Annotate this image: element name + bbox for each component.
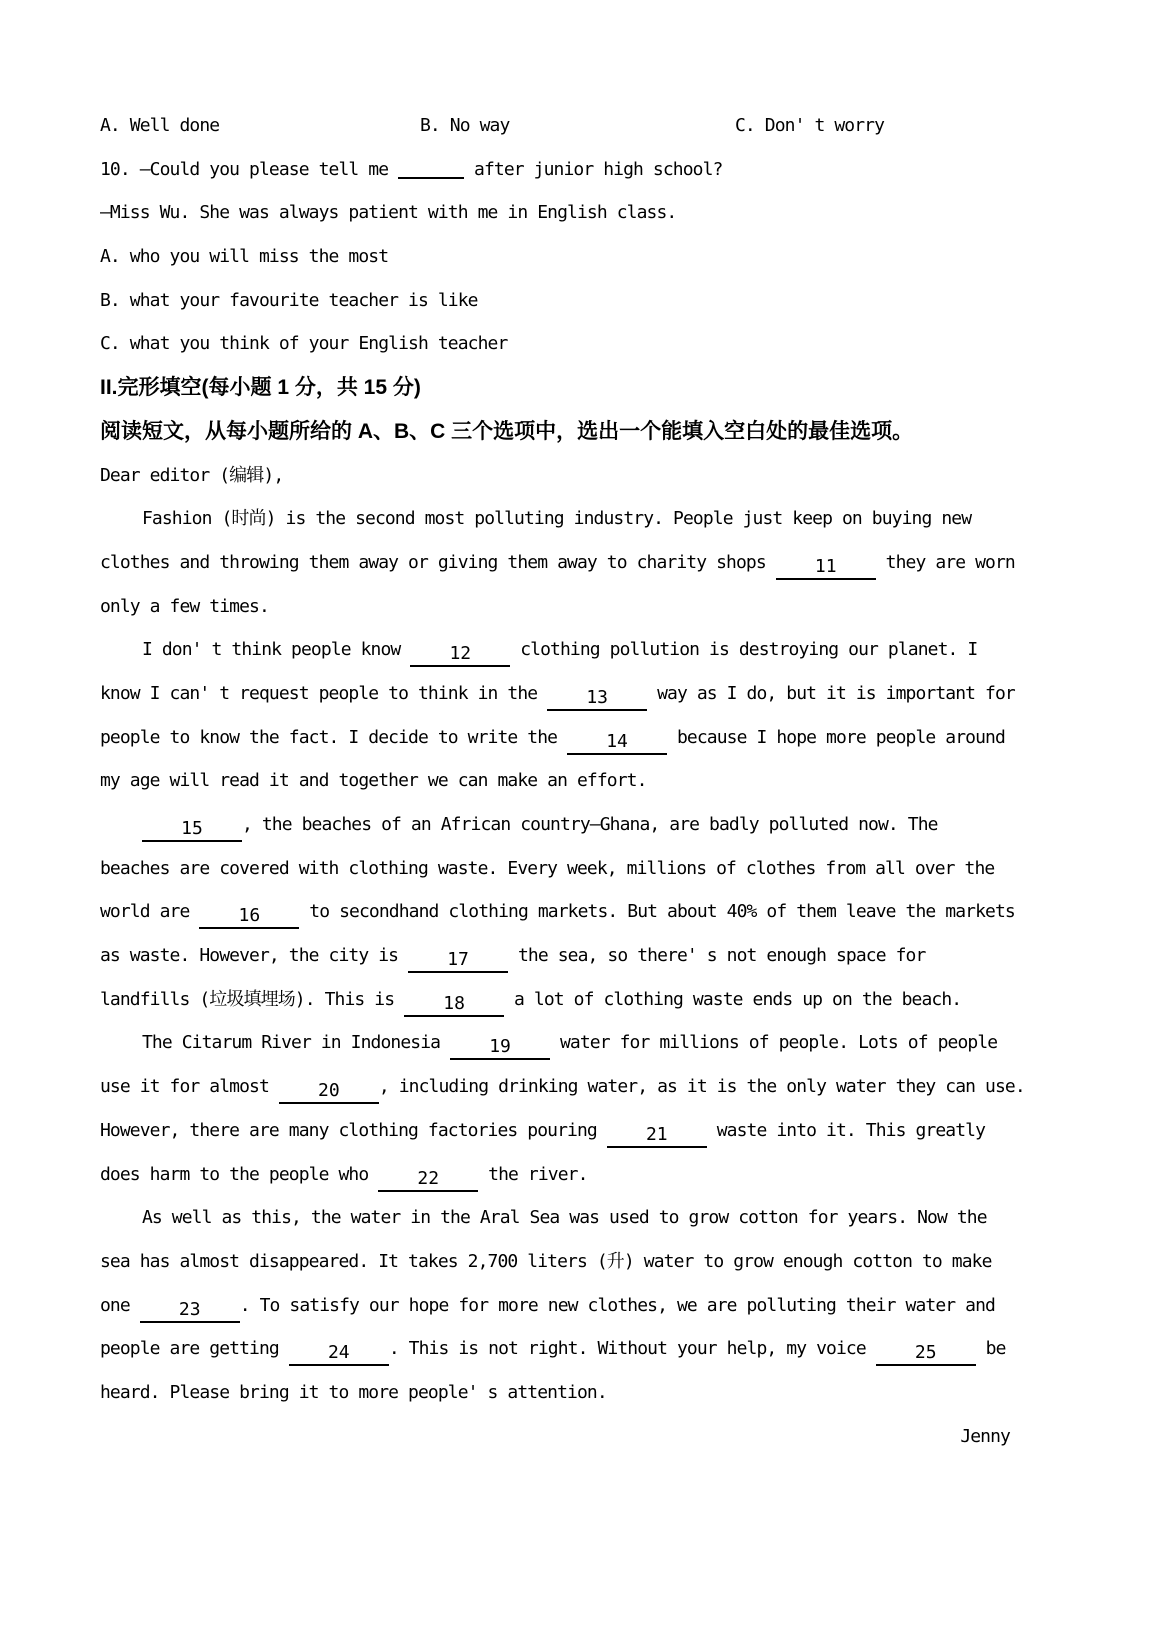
paragraph-line (100, 1327, 1010, 1371)
answer-blank-19: 19 (450, 1037, 550, 1060)
text-run: to secondhand clothing markets. But about 40% of them leave the markets (299, 901, 1015, 923)
answer-blank-18: 18 (404, 994, 504, 1017)
text-run: . This is not right. Without your help, my voice (388, 1338, 876, 1360)
text-run: one (100, 1294, 140, 1316)
paragraph-line (100, 497, 1010, 541)
text-run: water for millions of people. Lots of people (550, 1032, 998, 1054)
text-run: , the beaches of an African country—Ghana, are badly polluted now. The (242, 814, 938, 835)
paragraph-line (100, 803, 1010, 847)
text-run: people are getting (100, 1338, 289, 1360)
options-row-q9 (100, 104, 1010, 148)
text-run: C. what you think of your English teacher (100, 333, 508, 355)
answer-blank-20: 20 (279, 1081, 379, 1104)
text-run: world are (100, 901, 200, 923)
text-run: —Miss Wu. She was always patient with me in English class. (100, 202, 677, 224)
paragraph-line (100, 1109, 1010, 1153)
text-run: they are worn (875, 551, 1015, 573)
paragraph-line (100, 934, 1010, 978)
text-run: B. what your favourite teacher is like (100, 289, 478, 311)
text-run: the river. (478, 1163, 588, 1185)
text-run: beaches are covered with clothing waste. Every week, millions of clothes from all over the (100, 857, 995, 879)
section-heading (100, 366, 1010, 410)
text-run: does harm to the people who (100, 1163, 379, 1185)
paragraph-line (100, 1021, 1010, 1065)
paragraph-line (100, 1371, 1010, 1415)
answer-blank-11: 11 (776, 557, 876, 580)
option-a-q10 (100, 235, 1010, 279)
text-run: 10. —Could you please tell me (100, 158, 399, 180)
answer-blank-15: 15 (142, 819, 242, 842)
paragraph-line (100, 1153, 1010, 1197)
text-run: after junior high school? (464, 158, 723, 180)
paragraph-line (100, 585, 1010, 629)
text-run: the sea, so there' s not enough space for (508, 945, 926, 967)
text-run: clothing pollution is destroying our planet. I (510, 639, 978, 661)
answer-blank-22: 22 (378, 1169, 478, 1192)
text-run: A. who you will miss the most (100, 246, 389, 268)
text-run: landfills (垃圾填埋场). This is (100, 988, 405, 1010)
answer-blank-23: 23 (140, 1300, 240, 1323)
paragraph-line (100, 1284, 1010, 1328)
paragraph-line (100, 672, 1015, 716)
option-c-q10 (100, 322, 1010, 366)
text-run: because I hope more people around (667, 726, 1005, 748)
section-instruction (100, 410, 1010, 454)
option-b-q10 (100, 279, 1010, 323)
paragraph-line (100, 1240, 1010, 1284)
answer-blank-21: 21 (607, 1125, 707, 1148)
text-run: A. Well done (100, 115, 220, 136)
text-run: . To satisfy our hope for more new clothes, we are polluting their water and (239, 1294, 995, 1316)
paragraph-line (100, 1196, 1010, 1240)
text-run: , including drinking water, as it is the only water they can use. (378, 1076, 1025, 1098)
paragraph-line (100, 1065, 1025, 1109)
paragraph-line (100, 890, 1015, 934)
text-run: As well as this, the water in the Aral Sea was used to grow cotton for years. Now the (142, 1207, 987, 1229)
text-run: way as I do, but it is important for (647, 682, 1015, 704)
salutation (100, 454, 1010, 498)
document-body (100, 104, 1025, 1458)
answer-blank-16: 16 (199, 906, 299, 929)
text-run: The Citarum River in Indonesia (142, 1032, 451, 1054)
text-run: However, there are many clothing factories pouring (100, 1119, 607, 1141)
text-run: 阅读短文，从每小题所给的 A、B、C 三个选项中，选出一个能填入空白处的最佳选项。 (100, 419, 914, 443)
paragraph-line (100, 716, 1010, 760)
text-run: use it for almost (100, 1076, 279, 1098)
text-run: clothes and throwing them away or giving them away to charity shops (100, 551, 776, 573)
response-line (100, 191, 1010, 235)
text-run: Fashion (时尚) is the second most polluting industry. People just keep on buying new (142, 508, 972, 530)
paragraph-line (100, 847, 1010, 891)
paragraph-line (100, 759, 1010, 803)
question-10 (100, 148, 1010, 192)
text-run: a lot of clothing waste ends up on the beach. (504, 988, 962, 1010)
text-run: be (975, 1338, 1006, 1360)
answer-blank-24: 24 (289, 1343, 389, 1366)
answer-blank-14: 14 (567, 732, 667, 755)
paragraph-line (100, 628, 1010, 672)
text-run: sea has almost disappeared. It takes 2,700 liters (升) water to grow enough cotton to make (100, 1250, 992, 1272)
text-run: heard. Please bring it to more people' s attention. (100, 1381, 607, 1403)
text-run: Dear editor (编辑), (100, 464, 284, 486)
answer-blank-12: 12 (410, 644, 510, 667)
answer-blank-17: 17 (408, 950, 508, 973)
text-run: as waste. However, the city is (100, 945, 409, 967)
paragraph-line (100, 978, 1010, 1022)
text-run: waste into it. This greatly (706, 1119, 986, 1141)
answer-blank-25: 25 (876, 1343, 976, 1366)
text-run: Jenny (960, 1425, 1010, 1447)
text-run: B. No way (420, 115, 510, 136)
paragraph-line (100, 541, 1015, 585)
text-run: I don' t think people know (142, 639, 411, 661)
text-run: know I can' t request people to think in the (100, 682, 548, 704)
text-run: only a few times. (100, 595, 269, 617)
answer-blank-empty (398, 156, 464, 179)
text-run: my age will read it and together we can make an effort. (100, 770, 647, 792)
answer-blank-13: 13 (547, 688, 647, 711)
text-run: II.完形填空(每小题 1 分，共 15 分) (100, 376, 421, 400)
text-run: people to know the fact. I decide to write the (100, 726, 568, 748)
text-run: C. Don' t worry (735, 115, 885, 136)
signature (100, 1415, 1010, 1459)
